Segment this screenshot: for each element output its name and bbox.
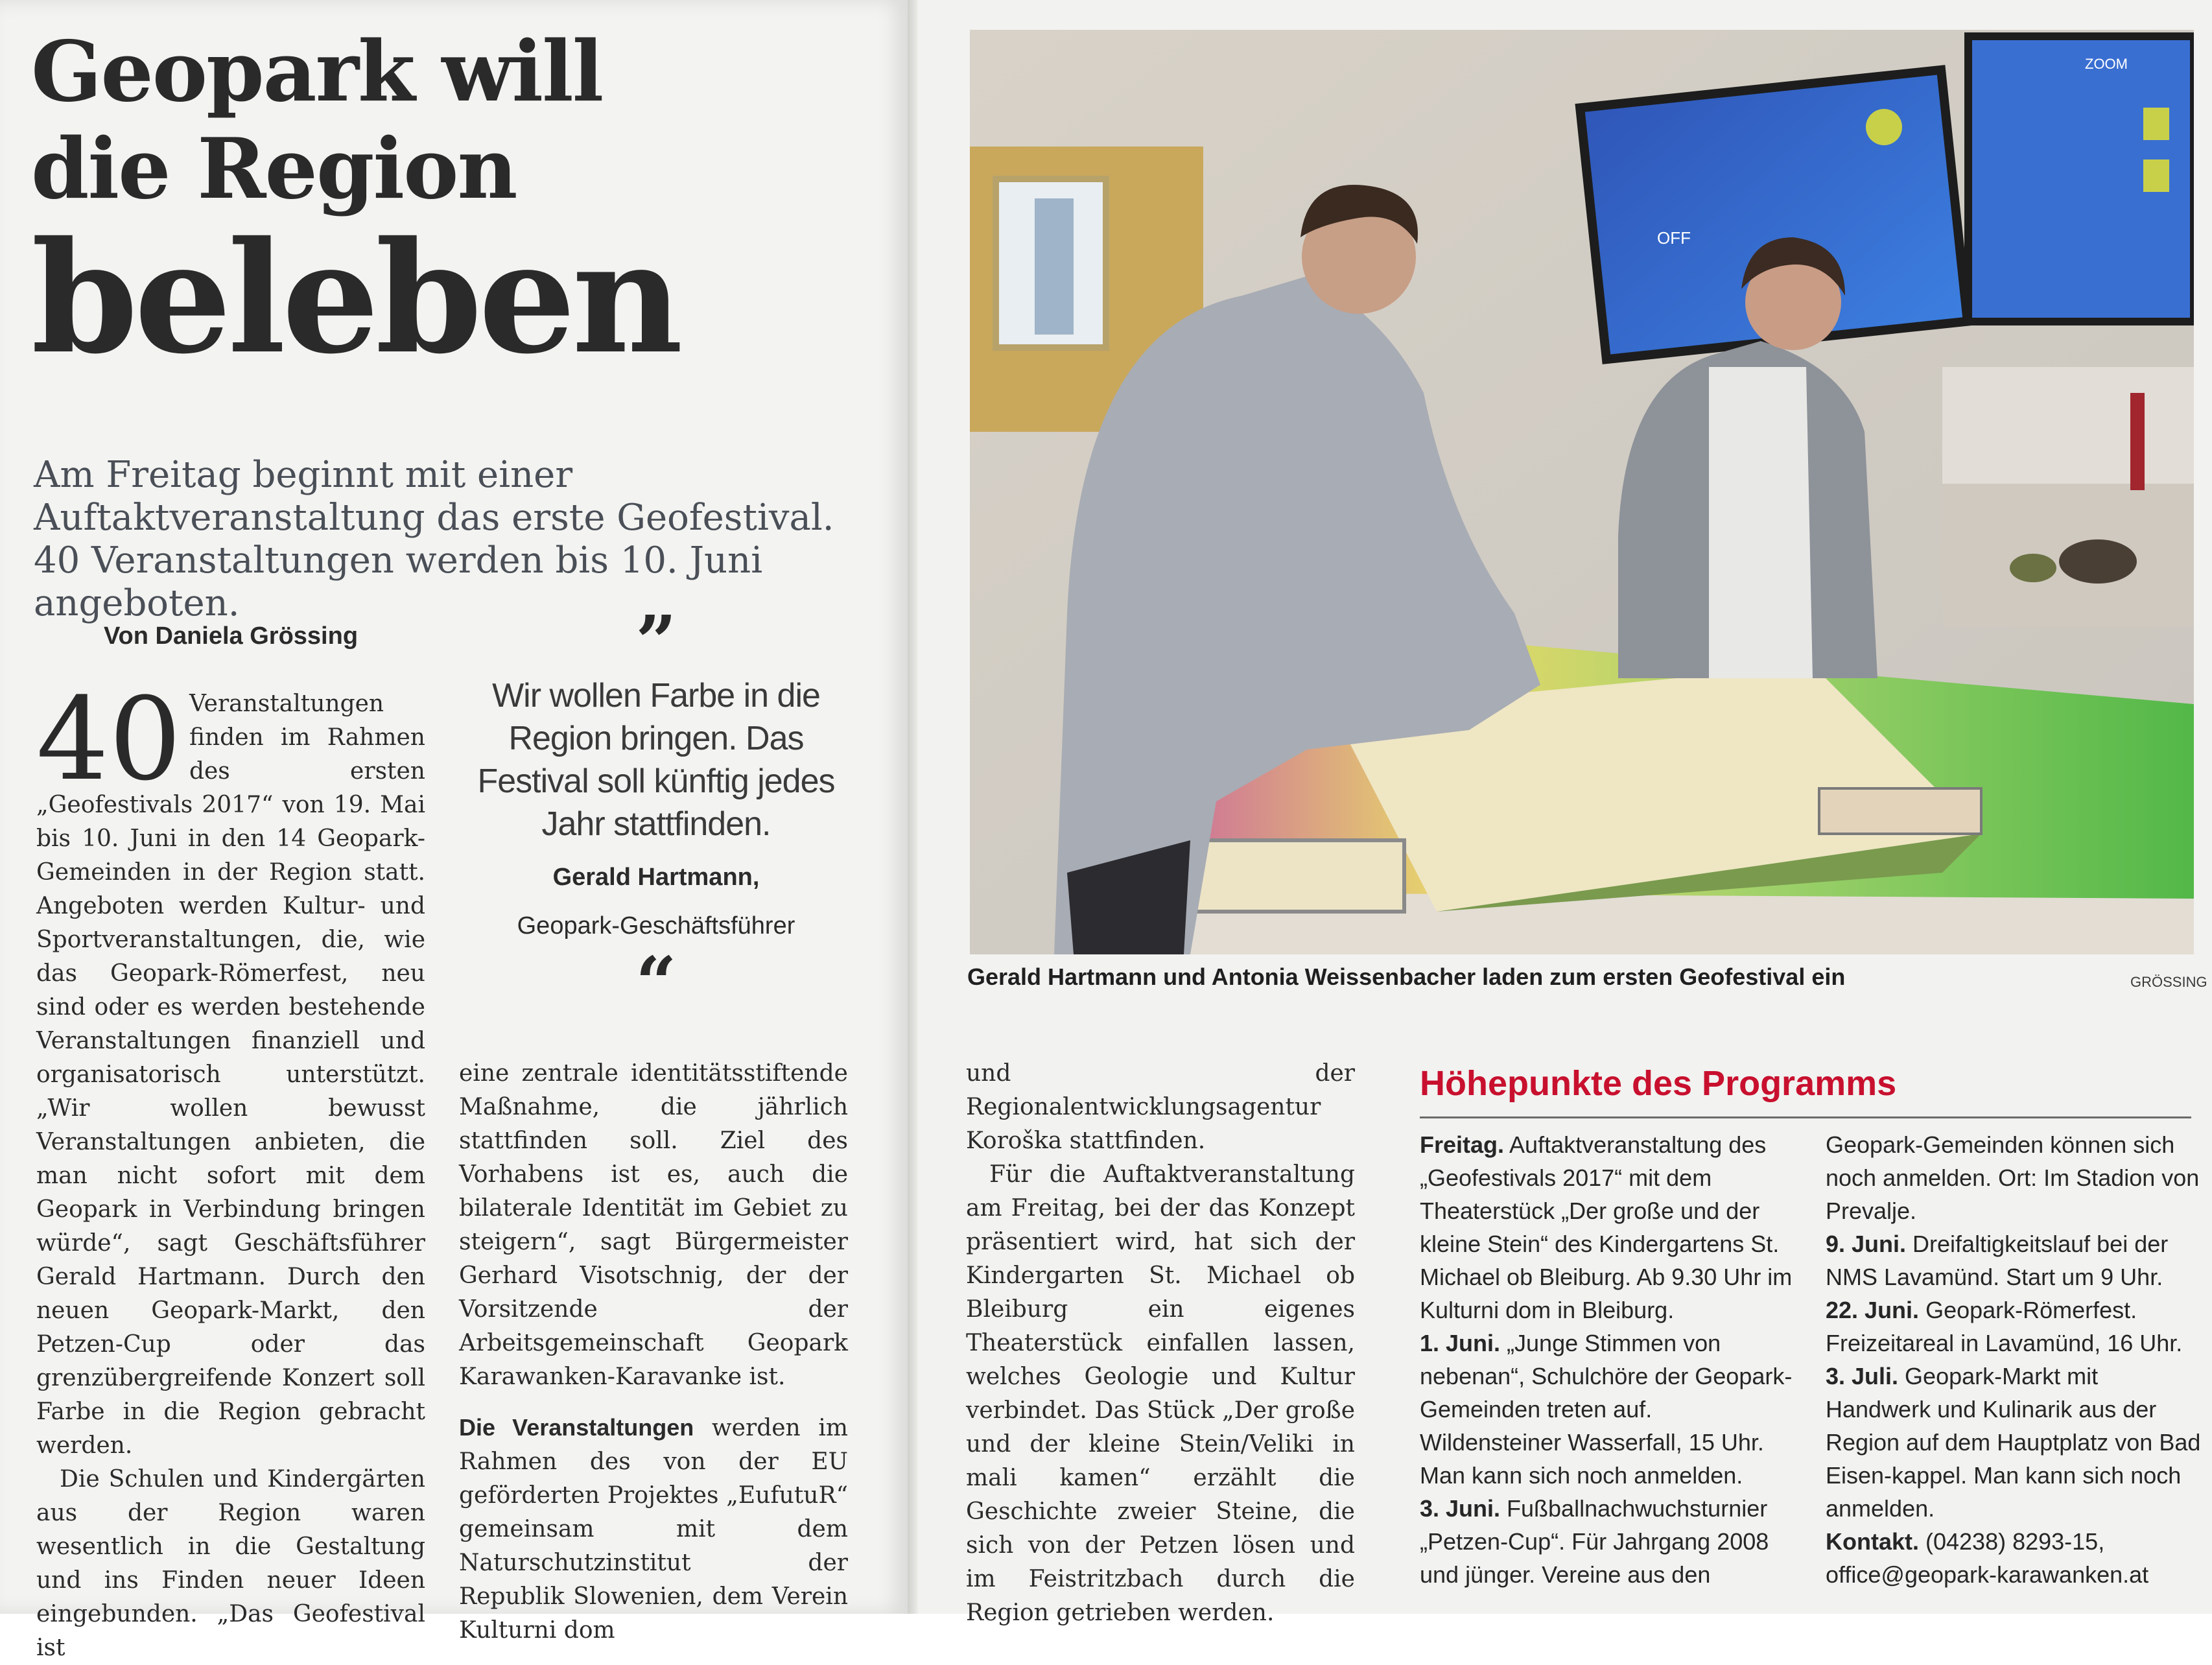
highlight-text: Auftaktveranstaltung des „Geofestivals 2017“ mit dem Theaterstück „Der große und der kleine Stein“ des Kindergartens St. Michael ob Bleiburg. Ab 9.30 Uhr im Kulturni dom in Bleiburg. — [1420, 1131, 1793, 1323]
quote-author: Gerald Hartmann, — [552, 864, 760, 891]
highlight-item — [1826, 1525, 2202, 1591]
quote-role: Geopark-Geschäftsführer — [517, 912, 795, 939]
pull-quote — [462, 600, 851, 1024]
paragraph-4-lead: Die Veranstaltungen — [459, 1414, 694, 1441]
paragraph-4 — [459, 1411, 848, 1647]
highlight-text: Geopark-Gemeinden können sich noch anmelden. Ort: Im Stadion von Prevalje. — [1826, 1131, 2200, 1224]
subheadline: Am Freitag beginnt mit einer Auftaktveranstaltung das erste Geofestival. 40 Veranstaltungen werden bis 10. Juni angeboten. — [34, 454, 834, 624]
highlights-column-1 — [1420, 1128, 1796, 1591]
highlight-label: Freitag. — [1420, 1131, 1505, 1158]
paragraph-3: eine zentrale identitätsstiftende Maßnahme, die jährlich stattfinden soll. Ziel des Vorhabens ist es, auch die bilaterale Identität im Gebiet zu steigern“, sagt Bürgermeister Gerhard Visotschnig, der der Vorsitzende der Arbeitsgemeinschaft Geopark Karawanken-Karavanke ist. — [459, 1060, 848, 1390]
headline-line-2: die Region — [31, 121, 517, 218]
article-column-2 — [459, 1057, 848, 1647]
paragraph-4-text: werden im Rahmen des von der EU geförderten Projektes „EufutuR“ gemeinsam mit dem Naturschutzinstitut der Republik Slowenien, dem Verein Kulturni dom — [459, 1415, 848, 1644]
highlight-text: Dreifaltigkeitslauf bei der NMS Lavamünd. Start um 9 Uhr. — [1826, 1231, 2169, 1290]
article-column-3 — [966, 1057, 1355, 1630]
highlights-title: Höhepunkte des Programms — [1420, 1064, 1897, 1103]
quote-close-mark: “ — [635, 941, 677, 1024]
paragraph-5: und der Regionalentwicklungsagentur Koroška stattfinden. — [966, 1060, 1355, 1154]
highlight-item — [1420, 1492, 1796, 1591]
highlight-item — [1420, 1128, 1796, 1327]
paragraph-6: Für die Auftaktveranstaltung am Freitag, bei der das Konzept präsentiert wird, hat sich der Kindergarten St. Michael ob Bleiburg ein eigenes Theaterstück einfallen lassen, welches Geologie und Kultur verbindet. Das Stück „Der große und der kleine Stein/Veliki in mali kamen“ erzählt die Geschichte zweier Steine, die sich von der Petzen lösen und im Feistritzbach durch die Region getrieben werden. — [966, 1161, 1355, 1626]
highlight-text: „Junge Stimmen von nebenan“, Schulchöre der Geopark-Gemeinden treten auf. Wildensteiner Wasserfall, 15 Uhr. Man kann sich noch anmelden. — [1420, 1330, 1793, 1489]
page-gutter — [908, 0, 918, 1614]
quote-text: Wir wollen Farbe in die Region bringen. Das Festival soll künftig jedes Jahr stattfinden. — [477, 677, 835, 843]
screen-text-off: OFF — [1657, 228, 1691, 248]
highlight-item — [1826, 1128, 2202, 1227]
byline: Von Daniela Grössing — [104, 622, 359, 650]
dropcap: 40 — [36, 673, 182, 806]
paragraph-1: Veranstaltungen finden im Rahmen des ersten „Geofestivals 2017“ von 19. Mai bis 10. Juni in den 14 Geopark-Gemeinden in der Region statt. Angeboten werden Kultur- und Sportveranstaltungen, die, wie das Geopark-Römerfest, neu sind oder es werden bestehende Veranstaltungen finanziell und organisatorisch unterstützt. „Wir wollen bewusst Veranstaltungen anbieten, die man nicht sofort mit dem Geopark in Verbindung bringen würde“, sagt Geschäftsführer Gerald Hartmann. Durch den neuen Geopark-Markt, den Petzen-Cup oder das grenzübergreifende Konzert soll Farbe in die Region gebracht werden. — [36, 691, 425, 1459]
article-photo — [970, 30, 2194, 954]
photo-credit: GRÖSSING — [2130, 974, 2207, 990]
headline — [31, 23, 887, 388]
highlight-item — [1420, 1327, 1796, 1492]
highlights-rule — [1420, 1116, 2191, 1118]
highlight-text: Fußballnachwuchsturnier „Petzen-Cup“. Für Jahrgang 2008 und jünger. Vereine aus den — [1420, 1495, 1769, 1588]
quote-open-mark: ” — [635, 600, 677, 683]
highlight-item — [1826, 1360, 2202, 1525]
highlight-item — [1826, 1293, 2202, 1360]
highlight-text: Geopark-Markt mit Handwerk und Kulinarik aus der Region auf dem Hauptplatz von Bad Eisen-kappel. Man kann sich noch anmelden. — [1826, 1363, 2201, 1522]
highlight-label: 22. Juni. — [1826, 1297, 1920, 1323]
highlight-label: 3. Juli. — [1826, 1363, 1899, 1389]
photo-illustration — [970, 30, 2194, 954]
highlight-text: (04238) 8293-15, office@geopark-karawanken.at — [1826, 1528, 2149, 1588]
highlight-text: Geopark-Römerfest. Freizeitareal in Lavamünd, 16 Uhr. — [1826, 1297, 2183, 1356]
headline-line-1: Geopark will — [31, 23, 603, 121]
highlight-label: Kontakt. — [1826, 1528, 1919, 1555]
highlight-label: 1. Juni. — [1420, 1330, 1501, 1356]
screen-text-zoom: ZOOM — [2085, 56, 2128, 72]
article-column-1 — [36, 673, 425, 1665]
highlight-item — [1826, 1227, 2202, 1293]
highlights-column-2 — [1826, 1128, 2202, 1591]
paragraph-2: Die Schulen und Kindergärten aus der Region waren wesentlich in die Gestaltung und ins Finden neuer Ideen eingebunden. „Das Geofestival ist — [36, 1466, 425, 1661]
highlight-label: 3. Juni. — [1420, 1495, 1501, 1522]
photo-caption: Gerald Hartmann und Antonia Weissenbacher laden zum ersten Geofestival ein — [967, 963, 1846, 990]
headline-line-3: beleben — [31, 207, 679, 388]
highlight-label: 9. Juni. — [1826, 1231, 1907, 1257]
